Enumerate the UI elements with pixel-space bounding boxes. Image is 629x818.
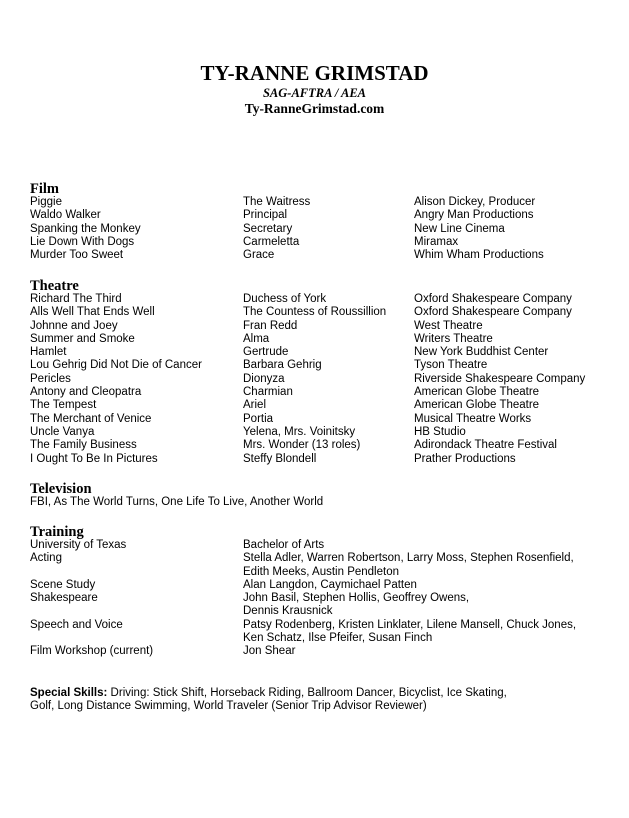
- special-skills: [30, 687, 610, 714]
- training-row: [0, 645, 629, 658]
- theatre-row: [0, 453, 629, 466]
- film-row: [0, 209, 629, 222]
- theatre-role: Mrs. Wonder (13 roles): [243, 439, 361, 452]
- theatre-row: [0, 293, 629, 306]
- training-row: [0, 619, 629, 646]
- training-teachers: [243, 592, 469, 619]
- training-teachers: [243, 552, 574, 579]
- television-credits: FBI, As The World Turns, One Life To Live, Another World: [30, 496, 324, 508]
- theatre-role: Dionyza: [243, 372, 285, 385]
- theatre-title: I Ought To Be In Pictures: [30, 452, 158, 465]
- training-area: Film Workshop (current): [30, 645, 154, 658]
- theatre-company: American Globe Theatre: [414, 399, 540, 412]
- training-teachers: [243, 619, 576, 646]
- film-company: Angry Man Productions: [414, 209, 534, 222]
- film-company: Miramax: [414, 235, 459, 248]
- training-line: Edith Meeks, Austin Pendleton: [243, 565, 399, 578]
- theatre-row: [0, 306, 629, 319]
- special-skills-text: Golf, Long Distance Swimming, World Traveler (Senior Trip Advisor Reviewer): [30, 700, 427, 713]
- theatre-title: Johnne and Joey: [30, 319, 118, 332]
- theatre-row: [0, 386, 629, 399]
- theatre-company: HB Studio: [414, 425, 466, 438]
- training-row: [0, 592, 629, 619]
- theatre-row: [0, 359, 629, 372]
- theatre-role: Gertrude: [243, 346, 289, 359]
- theatre-role: Steffy Blondell: [243, 452, 317, 465]
- theatre-row: [0, 373, 629, 386]
- theatre-title: Antony and Cleopatra: [30, 386, 142, 399]
- theatre-role: Yelena, Mrs. Voinitsky: [243, 425, 356, 438]
- training-line: Alan Langdon, Caymichael Patten: [243, 578, 417, 591]
- training-area: Acting: [30, 552, 62, 565]
- theatre-title: Pericles: [30, 372, 71, 385]
- theatre-title: Hamlet: [30, 346, 67, 359]
- theatre-role: The Countess of Roussillion: [243, 306, 387, 319]
- training-list: [0, 539, 629, 659]
- training-row: [0, 579, 629, 592]
- television-heading: Television: [30, 481, 92, 497]
- theatre-role: Fran Redd: [243, 319, 298, 332]
- training-heading: Training: [30, 524, 84, 540]
- film-role: Principal: [243, 209, 288, 222]
- training-line: Patsy Rodenberg, Kristen Linklater, Lilene Mansell, Chuck Jones,: [243, 618, 577, 631]
- film-role: Grace: [243, 249, 275, 262]
- film-row: [0, 223, 629, 236]
- theatre-role: Barbara Gehrig: [243, 359, 322, 372]
- film-title: Piggie: [30, 196, 62, 208]
- film-role: The Waitress: [243, 196, 311, 208]
- theatre-company: Writers Theatre: [414, 332, 493, 345]
- theatre-row: [0, 320, 629, 333]
- training-line: John Basil, Stephen Hollis, Geoffrey Owens,: [243, 592, 470, 605]
- film-row: [0, 249, 629, 262]
- theatre-row: [0, 333, 629, 346]
- film-row: [0, 196, 629, 209]
- theatre-title: The Merchant of Venice: [30, 412, 152, 425]
- theatre-title: Uncle Vanya: [30, 425, 95, 438]
- training-area: Scene Study: [30, 578, 96, 591]
- theatre-row: [0, 399, 629, 412]
- theatre-title: Richard The Third: [30, 293, 122, 305]
- theatre-role: Ariel: [243, 399, 267, 412]
- training-area: Shakespeare: [30, 592, 98, 605]
- theatre-company: New York Buddhist Center: [414, 346, 549, 359]
- theatre-row: [0, 426, 629, 439]
- training-line: Bachelor of Arts: [243, 539, 325, 551]
- film-company: Whim Wham Productions: [414, 249, 544, 262]
- special-skills-text: Driving: Stick Shift, Horseback Riding, Ballroom Dancer, Bicyclist, Ice Skating,: [107, 687, 507, 699]
- film-role: Carmeletta: [243, 235, 300, 248]
- theatre-role: Portia: [243, 412, 274, 425]
- training-line: Dennis Krausnick: [243, 605, 333, 618]
- theatre-role: Alma: [243, 332, 270, 345]
- actor-name: TY-RANNE GRIMSTAD: [200, 61, 429, 85]
- training-teachers: [243, 579, 417, 592]
- theatre-role: Charmian: [243, 386, 293, 399]
- training-line: Jon Shear: [243, 645, 296, 658]
- theatre-title: Alls Well That Ends Well: [30, 306, 155, 319]
- theatre-company: Oxford Shakespeare Company: [414, 293, 572, 305]
- training-line: Stella Adler, Warren Robertson, Larry Moss, Stephen Rosenfield,: [243, 552, 574, 565]
- film-company: Alison Dickey, Producer: [414, 196, 536, 208]
- film-company: New Line Cinema: [414, 222, 505, 235]
- film-title: Lie Down With Dogs: [30, 235, 135, 248]
- theatre-company: West Theatre: [414, 319, 483, 332]
- theatre-title: The Tempest: [30, 399, 97, 412]
- theatre-company: Tyson Theatre: [414, 359, 488, 372]
- theatre-title: The Family Business: [30, 439, 137, 452]
- theatre-role: Duchess of York: [243, 293, 327, 305]
- film-role: Secretary: [243, 222, 293, 235]
- film-credits: [0, 196, 629, 262]
- film-row: [0, 236, 629, 249]
- film-title: Spanking the Monkey: [30, 222, 141, 235]
- theatre-credits: [0, 293, 629, 466]
- theatre-row: [0, 439, 629, 452]
- theatre-title: Summer and Smoke: [30, 332, 135, 345]
- website: Ty-RanneGrimstad.com: [244, 101, 385, 116]
- training-row: [0, 552, 629, 579]
- training-row: [0, 539, 629, 552]
- theatre-company: Riverside Shakespeare Company: [414, 372, 586, 385]
- film-title: Waldo Walker: [30, 209, 101, 222]
- special-skills-line: [30, 687, 610, 700]
- union-affiliations: SAG-AFTRA / AEA: [262, 86, 367, 100]
- film-heading: Film: [30, 181, 59, 197]
- theatre-heading: Theatre: [30, 278, 79, 294]
- training-area: Speech and Voice: [30, 618, 123, 631]
- theatre-company: Oxford Shakespeare Company: [414, 306, 572, 319]
- theatre-row: [0, 413, 629, 426]
- theatre-title: Lou Gehrig Did Not Die of Cancer: [30, 359, 202, 372]
- training-teachers: [243, 645, 295, 658]
- theatre-company: Musical Theatre Works: [414, 412, 532, 425]
- theatre-company: Adirondack Theatre Festival: [414, 439, 557, 452]
- film-title: Murder Too Sweet: [30, 249, 124, 262]
- training-teachers: [243, 539, 324, 552]
- theatre-company: Prather Productions: [414, 452, 516, 465]
- training-line: Ken Schatz, Ilse Pfeifer, Susan Finch: [243, 632, 433, 645]
- training-area: University of Texas: [30, 539, 127, 551]
- theatre-row: [0, 346, 629, 359]
- special-skills-label: Special Skills:: [30, 687, 108, 699]
- theatre-company: American Globe Theatre: [414, 386, 540, 399]
